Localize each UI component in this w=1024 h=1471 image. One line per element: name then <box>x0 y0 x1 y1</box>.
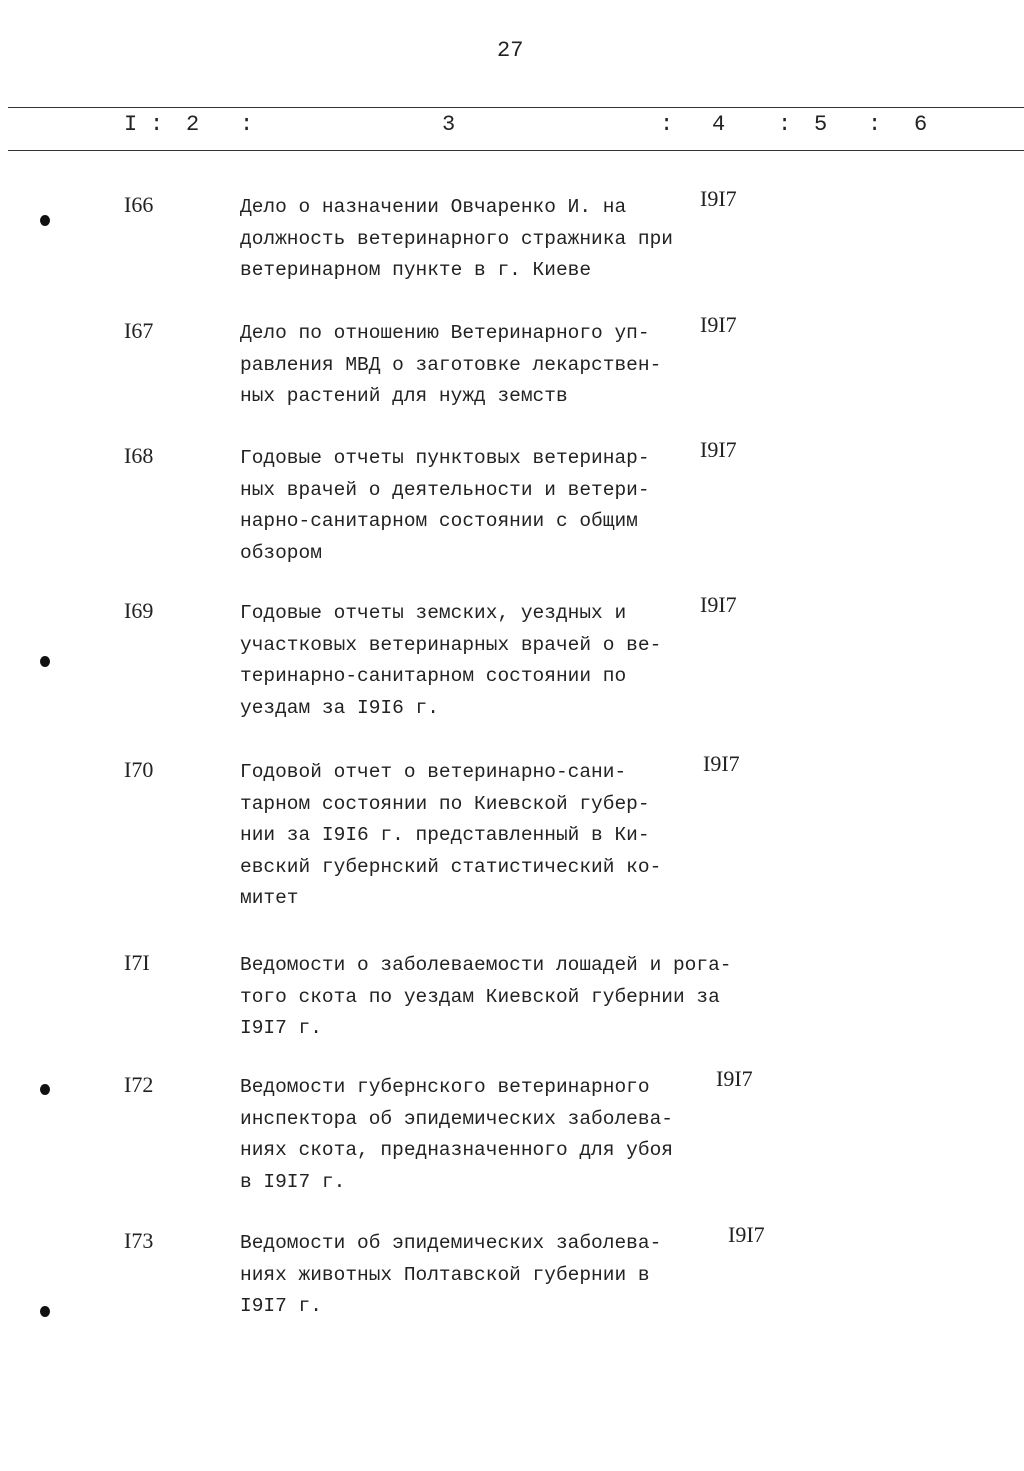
description-line: ветеринарном пункте в г. Киеве <box>240 259 592 281</box>
column-separator: : <box>150 112 164 137</box>
entry-number: I72 <box>124 1072 154 1097</box>
description-line: Ведомости об эпидемических заболева- <box>240 1232 662 1254</box>
description-line: инспектора об эпидемических заболева- <box>240 1107 673 1130</box>
entry-number: I7I <box>124 950 150 975</box>
description-line: I9I7 г. <box>240 1017 322 1039</box>
entry-description <box>240 950 731 1045</box>
column-3: 3 <box>442 112 456 137</box>
column-2: 2 <box>186 112 200 137</box>
entry-description <box>240 192 673 287</box>
description-line: нии за I9I6 г. представленный в Ки- <box>240 824 650 846</box>
description-line: нарно-санитарном состоянии с общим <box>240 510 638 532</box>
entry-year: I9I7 <box>700 312 737 337</box>
entry-year: I9I7 <box>716 1066 753 1091</box>
description-line: митет <box>240 887 299 909</box>
description-line: Ведомости о заболеваемости лошадей и рога- <box>240 954 732 976</box>
column-1: I <box>124 112 138 137</box>
column-separator: : <box>660 112 674 137</box>
entry-description <box>240 443 650 569</box>
entry-number: I69 <box>124 598 154 623</box>
description-line: того скота по уездам Киевской губернии за <box>240 985 720 1008</box>
description-line: евский губернский статистический ко- <box>240 855 662 878</box>
entry-number: I66 <box>124 192 154 217</box>
entry-description <box>240 598 661 724</box>
description-line: Годовой отчет о ветеринарно-сани- <box>240 761 627 783</box>
description-line: обзором <box>240 541 322 564</box>
column-separator: : <box>240 112 254 137</box>
punch-hole <box>40 656 50 667</box>
column-6: 6 <box>914 112 928 137</box>
description-line: I9I7 г. <box>240 1295 322 1317</box>
description-line: Дело по отношению Ветеринарного уп- <box>240 322 650 344</box>
column-separator: : <box>868 112 882 137</box>
description-line: в I9I7 г. <box>240 1170 346 1193</box>
entry-number: I68 <box>124 443 154 468</box>
description-line: Ведомости губернского ветеринарного <box>240 1076 650 1098</box>
description-line: ниях животных Полтавской губернии в <box>240 1263 650 1286</box>
header-top-rule <box>8 107 1024 108</box>
description-line: ниях скота, предназначенного для убоя <box>240 1139 673 1161</box>
entry-description <box>240 1228 661 1323</box>
entry-year: I9I7 <box>703 751 740 776</box>
column-5: 5 <box>814 112 828 137</box>
entry-year: I9I7 <box>728 1222 765 1247</box>
description-line: уездам за I9I6 г. <box>240 696 439 719</box>
entry-number: I73 <box>124 1228 154 1253</box>
entry-year: I9I7 <box>700 437 737 462</box>
entry-number: I67 <box>124 318 154 343</box>
description-line: Годовые отчеты пунктовых ветеринар- <box>240 447 650 469</box>
page-number: 27 <box>497 38 524 63</box>
header-bottom-rule <box>8 150 1024 151</box>
entry-description <box>240 1072 673 1198</box>
description-line: ных растений для нужд земств <box>240 385 568 407</box>
entry-year: I9I7 <box>700 186 737 211</box>
column-4: 4 <box>712 112 726 137</box>
description-line: равления МВД о заготовке лекарствен- <box>240 353 662 376</box>
punch-hole <box>40 1306 50 1317</box>
description-line: Дело о назначении Овчаренко И. на <box>240 196 627 218</box>
punch-hole <box>40 215 50 226</box>
entry-description <box>240 757 661 915</box>
entry-year: I9I7 <box>700 592 737 617</box>
description-line: должность ветеринарного стражника при <box>240 227 673 250</box>
column-separator: : <box>778 112 792 137</box>
description-line: теринарно-санитарном состоянии по <box>240 665 627 687</box>
description-line: Годовые отчеты земских, уездных и <box>240 602 627 624</box>
entry-description <box>240 318 661 413</box>
description-line: участковых ветеринарных врачей о ве- <box>240 633 662 656</box>
punch-hole <box>40 1084 50 1095</box>
description-line: тарном состоянии по Киевской губер- <box>240 792 650 815</box>
entry-number: I70 <box>124 757 154 782</box>
description-line: ных врачей о деятельности и ветери- <box>240 478 650 501</box>
